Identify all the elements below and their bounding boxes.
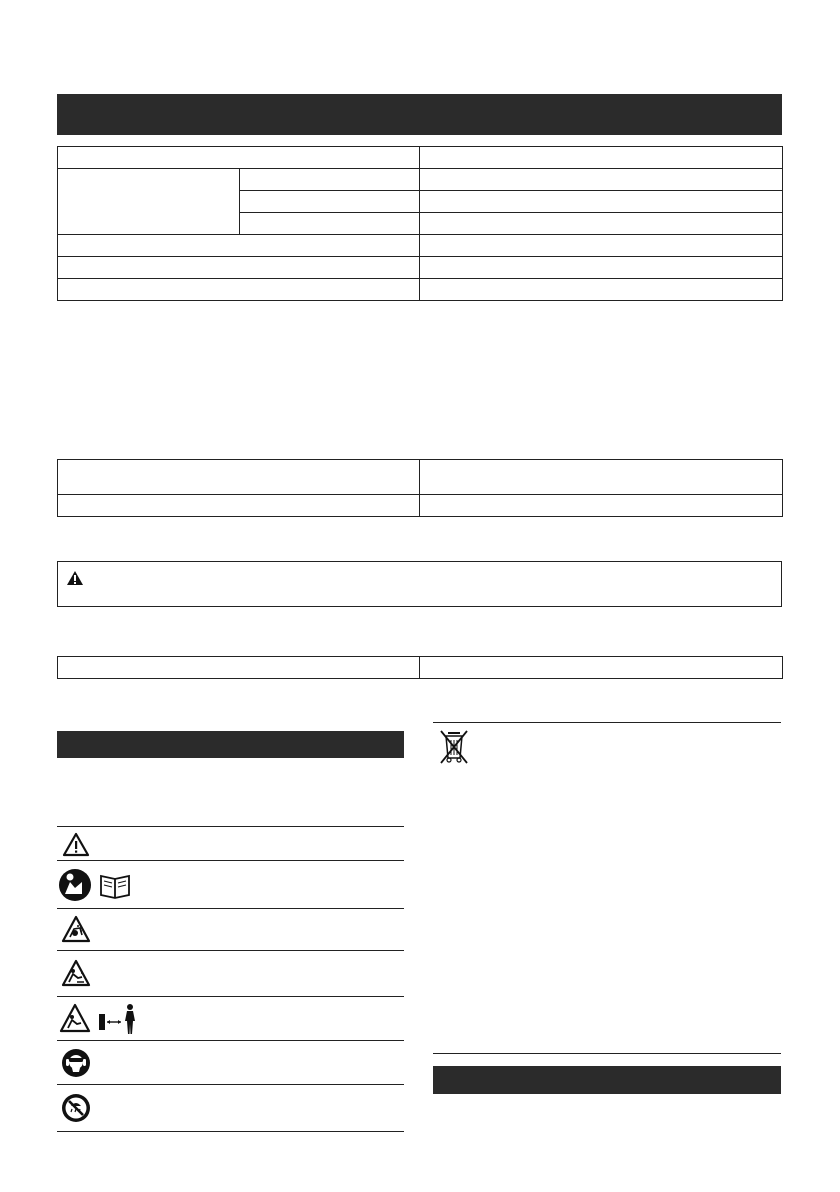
spec-sub-label xyxy=(240,191,420,213)
table-row xyxy=(58,279,783,301)
warning-box xyxy=(57,561,782,607)
spec-sub-label xyxy=(240,213,420,235)
spec-value xyxy=(420,169,783,191)
crossed-out-wheelie-bin-icon xyxy=(438,728,470,766)
table-row xyxy=(58,169,783,191)
do-not-expose-to-rain-icon xyxy=(61,1093,91,1123)
spec-value xyxy=(420,147,783,169)
symbol-row xyxy=(57,860,404,909)
disposal-top-rule xyxy=(433,722,781,723)
spec-label xyxy=(58,279,420,301)
keep-distance-icon xyxy=(59,1002,149,1036)
symbol-row xyxy=(57,826,404,861)
noise-header-label xyxy=(58,460,420,495)
table-row xyxy=(58,235,783,257)
warning-triangle-icon xyxy=(62,832,90,857)
right-section-title-bar xyxy=(433,1066,781,1094)
spec-value xyxy=(420,235,783,257)
disposal-bottom-rule xyxy=(433,1053,781,1054)
noise-value xyxy=(420,495,783,517)
vibration-label xyxy=(58,657,420,679)
noise-label xyxy=(58,495,420,517)
table-row xyxy=(58,460,783,495)
thrown-objects-icon xyxy=(61,959,91,987)
table-row xyxy=(58,657,783,679)
table-row xyxy=(58,147,783,169)
symbols-section-title-bar xyxy=(57,731,404,758)
spec-label xyxy=(58,147,420,169)
symbol-row xyxy=(57,996,404,1041)
read-manual-icon xyxy=(57,867,147,903)
spec-value xyxy=(420,191,783,213)
spec-value xyxy=(420,213,783,235)
symbol-row xyxy=(57,1084,404,1132)
noise-table xyxy=(57,459,783,517)
symbol-row xyxy=(57,950,404,997)
wear-eye-ear-protection-icon xyxy=(61,1048,91,1078)
symbol-row xyxy=(57,1040,404,1085)
specifications-table xyxy=(57,146,783,301)
table-row xyxy=(58,495,783,517)
spec-sub-label xyxy=(240,169,420,191)
flying-debris-icon xyxy=(61,915,91,943)
symbol-row xyxy=(57,908,404,951)
spec-label xyxy=(58,169,240,235)
noise-header-value xyxy=(420,460,783,495)
vibration-table xyxy=(57,656,783,679)
warning-triangle-icon xyxy=(66,570,84,586)
vibration-value xyxy=(420,657,783,679)
spec-label xyxy=(58,257,420,279)
table-row xyxy=(58,257,783,279)
spec-value xyxy=(420,279,783,301)
specifications-title-bar xyxy=(57,94,782,135)
spec-label xyxy=(58,235,420,257)
spec-value xyxy=(420,257,783,279)
